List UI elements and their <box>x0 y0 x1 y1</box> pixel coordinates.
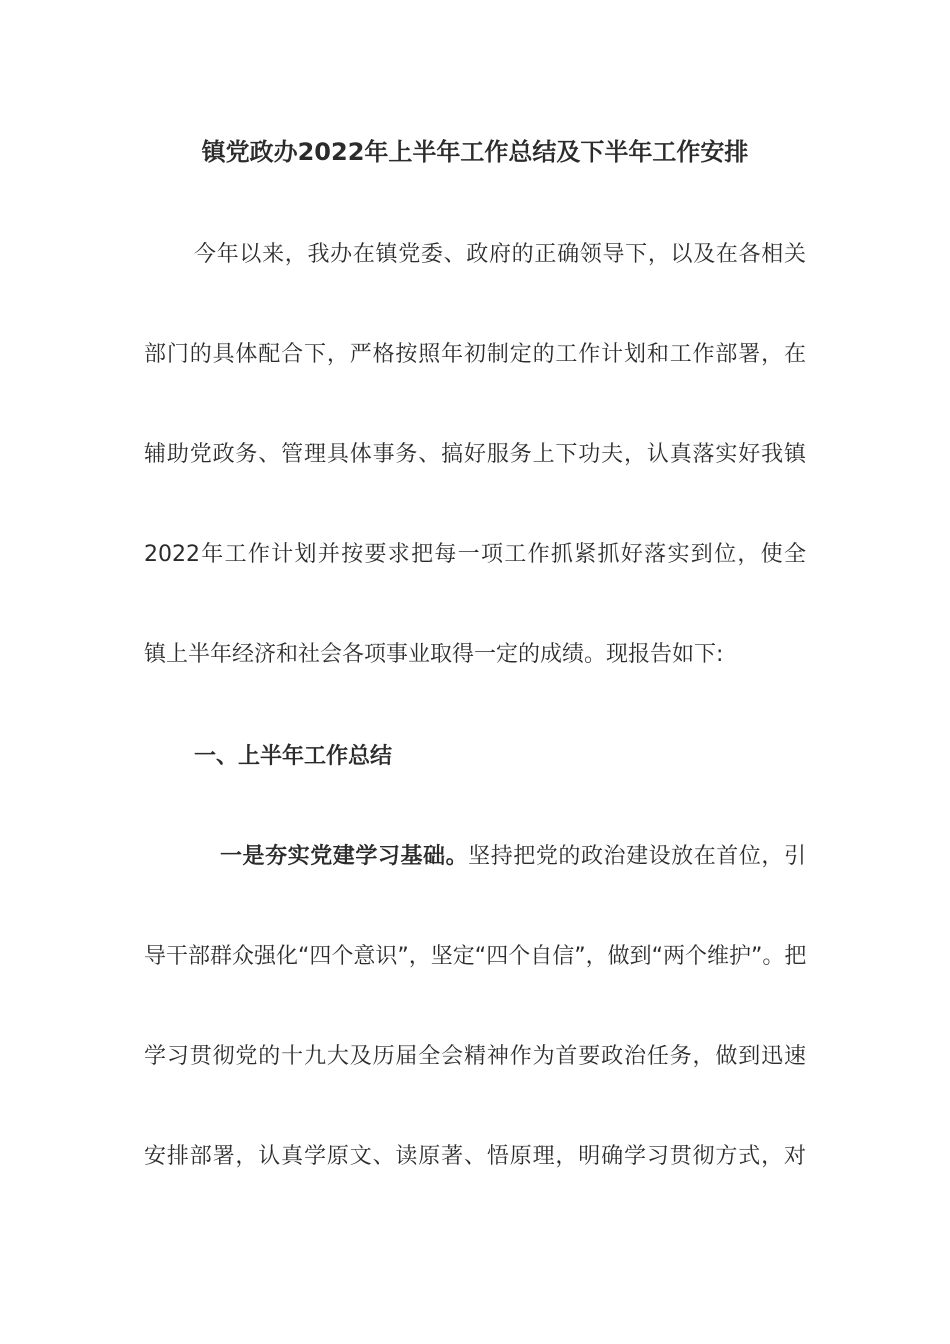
paragraph-line: 安排部署，认真学原文、读原著、悟原理，明确学习贯彻方式，对 <box>144 1144 806 1169</box>
document-title: 镇党政办2022年上半年工作总结及下半年工作安排 <box>201 138 749 166</box>
paragraph-line <box>220 840 806 874</box>
lead-sentence: 一是夯实党建学习基础。 <box>220 844 469 869</box>
paragraph-line: 部门的具体配合下，严格按照年初制定的工作计划和工作部署，在 <box>144 342 806 367</box>
section-heading: 一、上半年工作总结 <box>194 744 393 769</box>
paragraph-line: 2022年工作计划并按要求把每一项工作抓紧抓好落实到位，使全 <box>144 542 806 567</box>
paragraph-line: 今年以来，我办在镇党委、政府的正确领导下，以及在各相关 <box>194 242 806 267</box>
paragraph-line: 辅助党政务、管理具体事务、搞好服务上下功夫，认真落实好我镇 <box>144 442 806 467</box>
paragraph-line: 镇上半年经济和社会各项事业取得一定的成绩。现报告如下: <box>144 642 724 667</box>
paragraph-line: 学习贯彻党的十九大及历届全会精神作为首要政治任务，做到迅速 <box>144 1044 806 1069</box>
lead-continuation: 坚持把党的政治建设放在首位，引 <box>468 844 806 869</box>
paragraph-line: 导干部群众强化“四个意识”，坚定“四个自信”，做到“两个维护”。把 <box>144 944 807 969</box>
